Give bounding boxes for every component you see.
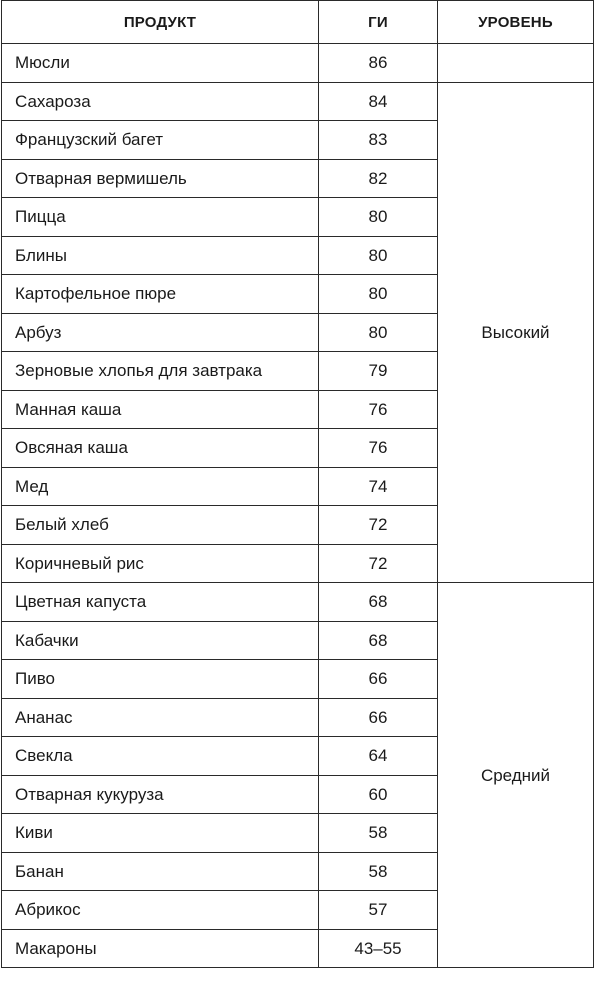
product-cell: Французский багет (2, 121, 319, 160)
header-gi: ГИ (319, 1, 438, 44)
product-cell: Белый хлеб (2, 506, 319, 545)
product-cell: Пицца (2, 198, 319, 237)
gi-cell: 60 (319, 775, 438, 814)
header-row (2, 1, 594, 44)
table-row (2, 82, 594, 121)
product-cell: Абрикос (2, 891, 319, 930)
table-body (2, 44, 594, 968)
product-cell: Киви (2, 814, 319, 853)
product-cell: Зерновые хлопья для завтрака (2, 352, 319, 391)
product-cell: Коричневый рис (2, 544, 319, 583)
product-cell: Арбуз (2, 313, 319, 352)
table-row (2, 44, 594, 83)
product-cell: Макароны (2, 929, 319, 968)
gi-cell: 58 (319, 814, 438, 853)
gi-cell: 68 (319, 583, 438, 622)
product-cell: Отварная кукуруза (2, 775, 319, 814)
header-product: ПРОДУКТ (2, 1, 319, 44)
table-header (2, 1, 594, 44)
product-cell: Мед (2, 467, 319, 506)
product-cell: Картофельное пюре (2, 275, 319, 314)
product-cell: Кабачки (2, 621, 319, 660)
gi-cell: 76 (319, 390, 438, 429)
product-cell: Ананас (2, 698, 319, 737)
glycemic-index-table (1, 0, 594, 968)
product-cell: Овсяная каша (2, 429, 319, 468)
gi-cell: 86 (319, 44, 438, 83)
level-cell: Высокий (438, 82, 594, 583)
product-cell: Свекла (2, 737, 319, 776)
gi-cell: 66 (319, 698, 438, 737)
gi-cell: 57 (319, 891, 438, 930)
gi-cell: 66 (319, 660, 438, 699)
gi-cell: 83 (319, 121, 438, 160)
product-cell: Цветная капуста (2, 583, 319, 622)
product-cell: Манная каша (2, 390, 319, 429)
level-cell (438, 44, 594, 83)
level-cell: Средний (438, 583, 594, 968)
gi-cell: 80 (319, 313, 438, 352)
table-row (2, 583, 594, 622)
header-level: УРОВЕНЬ (438, 1, 594, 44)
gi-cell: 80 (319, 198, 438, 237)
product-cell: Банан (2, 852, 319, 891)
product-cell: Мюсли (2, 44, 319, 83)
gi-cell: 68 (319, 621, 438, 660)
gi-cell: 80 (319, 275, 438, 314)
gi-cell: 76 (319, 429, 438, 468)
gi-cell: 82 (319, 159, 438, 198)
gi-cell: 74 (319, 467, 438, 506)
gi-cell: 72 (319, 544, 438, 583)
product-cell: Отварная вермишель (2, 159, 319, 198)
gi-cell: 84 (319, 82, 438, 121)
gi-cell: 79 (319, 352, 438, 391)
product-cell: Пиво (2, 660, 319, 699)
gi-cell: 80 (319, 236, 438, 275)
gi-cell: 58 (319, 852, 438, 891)
product-cell: Блины (2, 236, 319, 275)
gi-cell: 64 (319, 737, 438, 776)
product-cell: Сахароза (2, 82, 319, 121)
gi-cell: 72 (319, 506, 438, 545)
gi-cell: 43–55 (319, 929, 438, 968)
